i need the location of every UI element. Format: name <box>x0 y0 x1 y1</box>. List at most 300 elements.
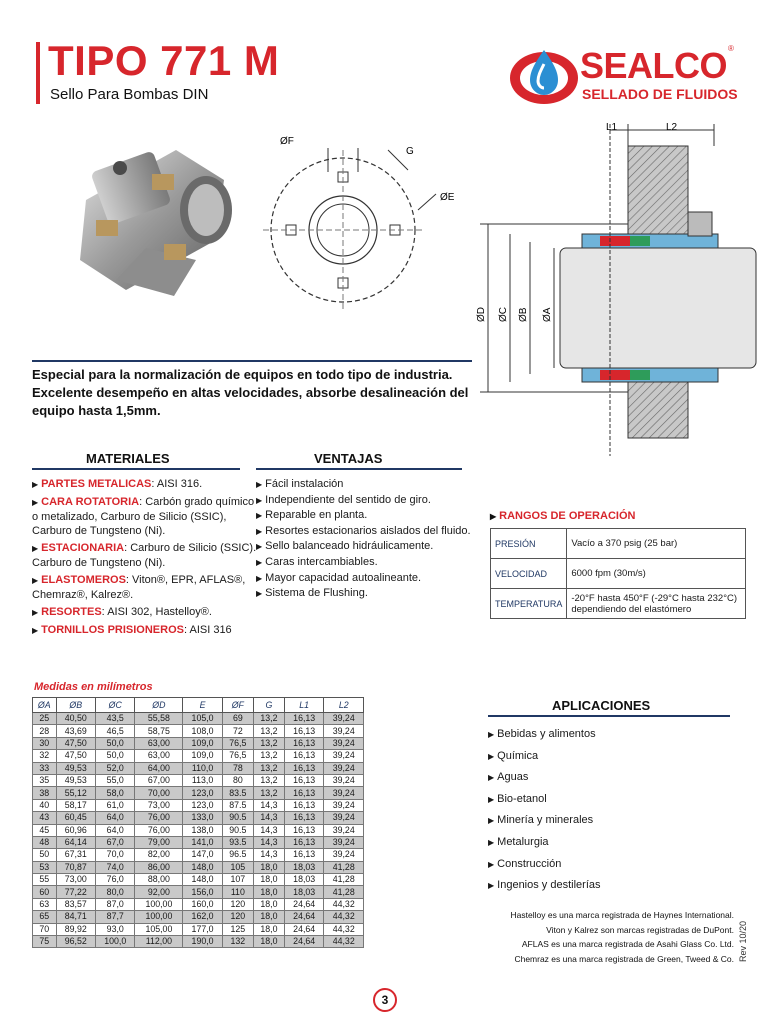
table-row <box>33 936 364 948</box>
ventaja-item: ▶ Independiente del sentido de giro. <box>256 493 431 506</box>
table-cell: 70,00 <box>135 787 183 799</box>
table-cell: 90.5 <box>222 824 253 836</box>
table-cell: 14,3 <box>253 799 284 811</box>
table-cell: 41,28 <box>324 874 364 886</box>
materiales-list <box>32 477 258 641</box>
table-cell: 67,31 <box>56 849 95 861</box>
table-cell: 76,00 <box>135 824 183 836</box>
table-cell: 18,0 <box>253 874 284 886</box>
table-cell: 70,87 <box>56 861 95 873</box>
table-row <box>33 886 364 898</box>
table-cell: 78 <box>222 762 253 774</box>
table-cell: 72 <box>222 725 253 737</box>
materiales-underline <box>32 468 240 470</box>
arrow-icon: ▶ <box>256 573 263 583</box>
table-header-cell: ØB <box>56 698 95 713</box>
table-cell: 24,64 <box>284 936 323 948</box>
table-header-row <box>33 698 364 713</box>
arrow-icon: ▶ <box>488 881 495 891</box>
table-cell: 47,50 <box>56 750 95 762</box>
table-cell: 39,24 <box>324 824 364 836</box>
ventaja-item: ▶ Caras intercambiables. <box>256 555 378 568</box>
aplicacion-item: ▶ Bebidas y alimentos <box>488 728 596 740</box>
dim-g-line <box>388 150 408 170</box>
label-oc: ØC <box>498 307 509 322</box>
table-cell: 100,00 <box>135 911 183 923</box>
arrow-icon: ▶ <box>32 576 39 585</box>
table-cell: 190,0 <box>183 936 222 948</box>
seal-face-top <box>600 236 630 246</box>
table-row <box>33 849 364 861</box>
arrow-icon: ▶ <box>488 859 495 869</box>
table-row <box>33 824 364 836</box>
seal-ring-top <box>630 236 650 246</box>
table-cell: 49,53 <box>56 762 95 774</box>
material-item: ▶ ESTACIONARIA: Carburo de Silicio (SSIC). Carburo de Tungsteno (Ni). <box>32 542 257 569</box>
arrow-icon: ▶ <box>32 498 39 507</box>
table-cell: 133,0 <box>183 812 222 824</box>
table-cell: 79,00 <box>135 836 183 848</box>
table-cell: 13,2 <box>253 713 284 725</box>
arrow-icon: ▶ <box>488 773 495 783</box>
arrow-icon: ▶ <box>488 837 495 847</box>
table-cell: 43 <box>33 812 57 824</box>
table-cell: 53 <box>33 861 57 873</box>
table-cell: 46,5 <box>96 725 135 737</box>
table-row <box>33 750 364 762</box>
table-cell: 13,2 <box>253 787 284 799</box>
table-row <box>33 762 364 774</box>
table-cell: 55 <box>33 874 57 886</box>
aplicacion-item: ▶ Bio-etanol <box>488 792 547 805</box>
arrow-icon: ▶ <box>32 626 39 635</box>
aplicacion-item: ▶ Construcción <box>488 857 562 870</box>
table-row: PRESIÓN Vacío a 370 psig (25 bar) <box>491 529 746 559</box>
ventajas-list <box>256 477 488 602</box>
rangos-heading: ▶ RANGOS DE OPERACIÓN <box>490 510 636 522</box>
table-cell: 24,64 <box>284 911 323 923</box>
table-cell: 25 <box>33 713 57 725</box>
table-cell: 110,0 <box>183 762 222 774</box>
table-cell: 76,00 <box>135 812 183 824</box>
table-cell: 58,17 <box>56 799 95 811</box>
table-cell: 110 <box>222 886 253 898</box>
material-item: ▶ TORNILLOS PRISIONEROS: AISI 316 <box>32 624 232 636</box>
table-cell: 87,7 <box>96 911 135 923</box>
label-od: ØD <box>476 307 487 322</box>
table-cell: 18,0 <box>253 886 284 898</box>
table-cell: 64,14 <box>56 836 95 848</box>
table-cell: 16,13 <box>284 713 323 725</box>
table-cell: 45 <box>33 824 57 836</box>
table-cell: 18,03 <box>284 874 323 886</box>
table-row <box>33 799 364 811</box>
table-row <box>33 774 364 786</box>
table-cell: 16,13 <box>284 750 323 762</box>
table-cell: 107 <box>222 874 253 886</box>
table-cell: 93,0 <box>96 923 135 935</box>
table-cell: 14,3 <box>253 849 284 861</box>
material-item: ▶ PARTES METALICAS: AISI 316. <box>32 478 203 490</box>
dim-e-leader <box>418 194 436 210</box>
arrow-icon: ▶ <box>32 480 39 489</box>
table-cell: 113,0 <box>183 774 222 786</box>
label-flange-f: ØF <box>280 136 294 147</box>
table-cell: 39,24 <box>324 762 364 774</box>
table-cell: 33 <box>33 762 57 774</box>
table-cell: 48 <box>33 836 57 848</box>
label-flange-g: G <box>406 146 414 157</box>
table-row <box>33 812 364 824</box>
aplicacion-item: ▶ Aguas <box>488 771 529 784</box>
table-cell: 147,0 <box>183 849 222 861</box>
table-cell: 13,2 <box>253 774 284 786</box>
table-cell: 84,71 <box>56 911 95 923</box>
table-cell: 55,12 <box>56 787 95 799</box>
arrow-icon: ▶ <box>32 608 39 617</box>
table-cell: 58,75 <box>135 725 183 737</box>
aplicaciones-list <box>488 724 728 897</box>
aplicacion-item: ▶ Ingenios y destilerías <box>488 879 601 892</box>
table-cell: 39,24 <box>324 787 364 799</box>
table-cell: 18,0 <box>253 898 284 910</box>
table-cell: 16,13 <box>284 737 323 749</box>
medidas-table <box>32 697 364 948</box>
table-cell: 39,24 <box>324 750 364 762</box>
table-cell: 44,32 <box>324 936 364 948</box>
table-cell: 132 <box>222 936 253 948</box>
table-header-cell: ØC <box>96 698 135 713</box>
table-cell: 18,0 <box>253 861 284 873</box>
page-subtitle: Sello Para Bombas DIN <box>50 86 209 103</box>
arrow-icon: ▶ <box>256 480 263 489</box>
table-cell: 96,52 <box>56 936 95 948</box>
arrow-icon: ▶ <box>256 589 263 599</box>
table-cell: 177,0 <box>183 923 222 935</box>
table-cell: 75 <box>33 936 57 948</box>
intro-divider <box>32 360 472 362</box>
arrow-icon: ▶ <box>256 557 263 567</box>
table-cell: 60,96 <box>56 824 95 836</box>
sleeve-bore <box>188 184 224 236</box>
trademark-line: Viton y Kalrez son marcas registradas de DuPont. <box>546 924 734 935</box>
table-cell: 70 <box>33 923 57 935</box>
table-cell: 105 <box>222 861 253 873</box>
ventaja-item: ▶ Mayor capacidad autoalineante. <box>256 571 422 584</box>
trademark-line: AFLAS es una marca registrada de Asahi Glass Co. Ltd. <box>521 939 734 950</box>
brand-name: SEALCO <box>580 45 728 86</box>
aplicacion-item: ▶ Metalurgia <box>488 835 549 848</box>
table-cell: 43,69 <box>56 725 95 737</box>
table-cell: 87.5 <box>222 799 253 811</box>
aplicacion-item: ▶ Minería y minerales <box>488 814 594 827</box>
material-item: ▶ CARA ROTATORIA: Carbón grado químico o metalizado, Carburo de Silicio (SSIC), Carburo de Tungsteno (Ni). <box>32 496 255 537</box>
table-cell: 13,2 <box>253 750 284 762</box>
table-cell: 63 <box>33 898 57 910</box>
table-cell: 88,00 <box>135 874 183 886</box>
table-cell: 39,24 <box>324 737 364 749</box>
table-row <box>33 787 364 799</box>
table-cell: 39,24 <box>324 774 364 786</box>
ventaja-item: ▶ Fácil instalación <box>256 478 344 490</box>
table-cell: 76,0 <box>96 874 135 886</box>
table-cell: 13,2 <box>253 737 284 749</box>
table-cell: 14,3 <box>253 812 284 824</box>
table-cell: 16,13 <box>284 836 323 848</box>
table-cell: 105,0 <box>183 713 222 725</box>
table-cell: 16,13 <box>284 787 323 799</box>
table-cell: 69 <box>222 713 253 725</box>
table-header-cell: L1 <box>284 698 323 713</box>
section-drawing <box>470 116 760 480</box>
ventaja-item: ▶ Reparable en planta. <box>256 509 368 522</box>
aplicaciones-underline <box>488 715 730 717</box>
table-row <box>33 737 364 749</box>
table-cell: 156,0 <box>183 886 222 898</box>
flange-drawing <box>258 130 468 320</box>
flush-port <box>113 161 127 175</box>
arrow-icon: ▶ <box>32 544 39 553</box>
arrow-icon: ▶ <box>488 816 495 826</box>
brand-registered-mark: ® <box>728 44 734 53</box>
table-cell: 70,0 <box>96 849 135 861</box>
label-l1: L1 <box>606 122 618 133</box>
ventaja-item: ▶ Sistema de Flushing. <box>256 587 368 600</box>
table-cell: 123,0 <box>183 787 222 799</box>
table-cell: 83.5 <box>222 787 253 799</box>
aplicacion-item: ▶ Química <box>488 749 539 762</box>
table-cell: 61,0 <box>96 799 135 811</box>
arrow-icon: ▶ <box>488 794 495 804</box>
ventaja-item: ▶ Sello balanceado hidráulicamente. <box>256 540 434 553</box>
table-cell: 28 <box>33 725 57 737</box>
table-cell: 123,0 <box>183 799 222 811</box>
table-cell: 55,58 <box>135 713 183 725</box>
table-cell: 39,24 <box>324 799 364 811</box>
table-cell: 16,13 <box>284 799 323 811</box>
table-cell: 67,0 <box>96 836 135 848</box>
table-cell: 148,0 <box>183 874 222 886</box>
page-number: 3 <box>373 988 397 1012</box>
ventajas-heading: VENTAJAS <box>314 451 383 466</box>
table-cell: 80,0 <box>96 886 135 898</box>
table-cell: 112,00 <box>135 936 183 948</box>
medidas-heading: Medidas en milímetros <box>34 681 153 693</box>
table-cell: 16,13 <box>284 812 323 824</box>
shaft <box>560 248 756 368</box>
gland-top <box>628 146 688 242</box>
setting-clip-2 <box>164 244 186 260</box>
arrow-icon: ▶ <box>488 730 495 739</box>
table-header-cell: L2 <box>324 698 364 713</box>
trademark-line: Hastelloy es una marca registrada de Haynes International. <box>510 910 734 920</box>
table-cell: 39,24 <box>324 725 364 737</box>
table-row <box>33 713 364 725</box>
table-row: VELOCIDAD 6000 fpm (30m/s) <box>491 559 746 589</box>
table-cell: 41,28 <box>324 861 364 873</box>
table-cell: 160,0 <box>183 898 222 910</box>
table-cell: 73,00 <box>135 799 183 811</box>
arrow-icon: ▶ <box>256 495 263 505</box>
arrow-icon: ▶ <box>490 512 497 521</box>
table-cell: 64,00 <box>135 762 183 774</box>
table-cell: 76,5 <box>222 737 253 749</box>
table-cell: 40 <box>33 799 57 811</box>
revision-label: Rev 10/20 <box>738 920 748 962</box>
label-oa: ØA <box>542 307 553 322</box>
table-cell: 77,22 <box>56 886 95 898</box>
table-cell: 50 <box>33 849 57 861</box>
table-cell: 63,00 <box>135 737 183 749</box>
table-row <box>33 923 364 935</box>
table-cell: 50,0 <box>96 737 135 749</box>
table-cell: 93.5 <box>222 836 253 848</box>
table-cell: 120 <box>222 911 253 923</box>
table-cell: 16,13 <box>284 774 323 786</box>
table-cell: 148,0 <box>183 861 222 873</box>
table-cell: 105,00 <box>135 923 183 935</box>
table-cell: 41,28 <box>324 886 364 898</box>
table-cell: 96.5 <box>222 849 253 861</box>
table-cell: 49,53 <box>56 774 95 786</box>
table-cell: 18,03 <box>284 886 323 898</box>
setting-clip-1 <box>152 174 174 190</box>
table-cell: 24,64 <box>284 898 323 910</box>
table-row <box>33 874 364 886</box>
trademark-line: Chemraz es una marca registrada de Green, Tweed & Co. <box>514 953 734 964</box>
table-cell: 73,00 <box>56 874 95 886</box>
intro-text: Especial para la normalización de equipos en todo tipo de industria. Excelente desempeño en altas velocidades, absorbe desalineación del equipo hasta 1,5mm. <box>32 367 469 418</box>
table-cell: 125 <box>222 923 253 935</box>
table-cell: 43,5 <box>96 713 135 725</box>
table-cell: 74,0 <box>96 861 135 873</box>
table-cell: 64,0 <box>96 824 135 836</box>
table-cell: 60,45 <box>56 812 95 824</box>
table-cell: 63,00 <box>135 750 183 762</box>
table-cell: 16,13 <box>284 849 323 861</box>
arrow-icon: ▶ <box>256 511 263 521</box>
seal-face-bottom <box>600 370 630 380</box>
table-cell: 16,13 <box>284 824 323 836</box>
table-cell: 16,13 <box>284 725 323 737</box>
label-l2: L2 <box>666 122 678 133</box>
table-cell: 76,5 <box>222 750 253 762</box>
table-cell: 64,0 <box>96 812 135 824</box>
table-cell: 14,3 <box>253 824 284 836</box>
table-cell: 39,24 <box>324 812 364 824</box>
table-row <box>33 836 364 848</box>
table-cell: 44,32 <box>324 898 364 910</box>
table-header-cell: G <box>253 698 284 713</box>
table-cell: 55,0 <box>96 774 135 786</box>
title-accent-bar <box>36 42 40 104</box>
table-cell: 18,0 <box>253 923 284 935</box>
table-cell: 89,92 <box>56 923 95 935</box>
table-cell: 39,24 <box>324 836 364 848</box>
materiales-heading: MATERIALES <box>86 451 170 466</box>
ventaja-item: ▶ Resortes estacionarios aislados del fluido. <box>256 524 471 537</box>
table-cell: 38 <box>33 787 57 799</box>
table-cell: 24,64 <box>284 923 323 935</box>
table-cell: 82,00 <box>135 849 183 861</box>
table-cell: 162,0 <box>183 911 222 923</box>
page-title: TIPO 771 M <box>48 37 280 84</box>
ventajas-underline <box>256 468 462 470</box>
table-cell: 39,24 <box>324 713 364 725</box>
table-cell: 16,13 <box>284 762 323 774</box>
table-cell: 39,24 <box>324 849 364 861</box>
table-row: TEMPERATURA -20°F hasta 450°F (-29°C hasta 232°C) dependiendo del elastómero <box>491 589 746 619</box>
label-flange-e: ØE <box>440 192 455 203</box>
product-photo <box>56 120 256 320</box>
arrow-icon: ▶ <box>256 526 263 536</box>
table-cell: 50,0 <box>96 750 135 762</box>
table-header-cell: E <box>183 698 222 713</box>
table-row <box>33 861 364 873</box>
table-cell: 92,00 <box>135 886 183 898</box>
table-cell: 100,00 <box>135 898 183 910</box>
table-header-cell: ØA <box>33 698 57 713</box>
table-cell: 65 <box>33 911 57 923</box>
table-cell: 80 <box>222 774 253 786</box>
table-cell: 60 <box>33 886 57 898</box>
label-ob: ØB <box>518 307 529 322</box>
table-cell: 18,0 <box>253 936 284 948</box>
set-screw-top <box>688 212 712 236</box>
table-row <box>33 725 364 737</box>
arrow-icon: ▶ <box>488 751 495 761</box>
table-cell: 47,50 <box>56 737 95 749</box>
table-cell: 13,2 <box>253 762 284 774</box>
table-cell: 44,32 <box>324 911 364 923</box>
table-row <box>33 911 364 923</box>
table-cell: 14,3 <box>253 836 284 848</box>
brand-tagline: SELLADO DE FLUIDOS <box>582 86 738 102</box>
table-cell: 18,0 <box>253 911 284 923</box>
table-cell: 58,0 <box>96 787 135 799</box>
arrow-icon: ▶ <box>256 542 263 552</box>
table-cell: 40,50 <box>56 713 95 725</box>
table-cell: 120 <box>222 898 253 910</box>
aplicaciones-heading: APLICACIONES <box>552 698 651 713</box>
table-header-cell: ØF <box>222 698 253 713</box>
table-cell: 13,2 <box>253 725 284 737</box>
table-cell: 18,03 <box>284 861 323 873</box>
table-cell: 141,0 <box>183 836 222 848</box>
table-cell: 108,0 <box>183 725 222 737</box>
table-cell: 52,0 <box>96 762 135 774</box>
table-cell: 87,0 <box>96 898 135 910</box>
table-cell: 90.5 <box>222 812 253 824</box>
table-cell: 83,57 <box>56 898 95 910</box>
table-cell: 100,0 <box>96 936 135 948</box>
table-cell: 35 <box>33 774 57 786</box>
trademark-notes <box>440 908 734 966</box>
material-item: ▶ ELASTOMEROS: Viton®, EPR, AFLAS®, Chemraz®, Kalrez®. <box>32 574 246 601</box>
table-cell: 138,0 <box>183 824 222 836</box>
seal-ring-bottom <box>630 370 650 380</box>
table-cell: 86,00 <box>135 861 183 873</box>
table-cell: 30 <box>33 737 57 749</box>
table-cell: 67,00 <box>135 774 183 786</box>
setting-clip-3 <box>96 220 118 236</box>
table-row <box>33 898 364 910</box>
rangos-table <box>490 528 746 619</box>
material-item: ▶ RESORTES: AISI 302, Hastelloy®. <box>32 606 212 618</box>
table-cell: 44,32 <box>324 923 364 935</box>
table-cell: 109,0 <box>183 750 222 762</box>
table-cell: 109,0 <box>183 737 222 749</box>
